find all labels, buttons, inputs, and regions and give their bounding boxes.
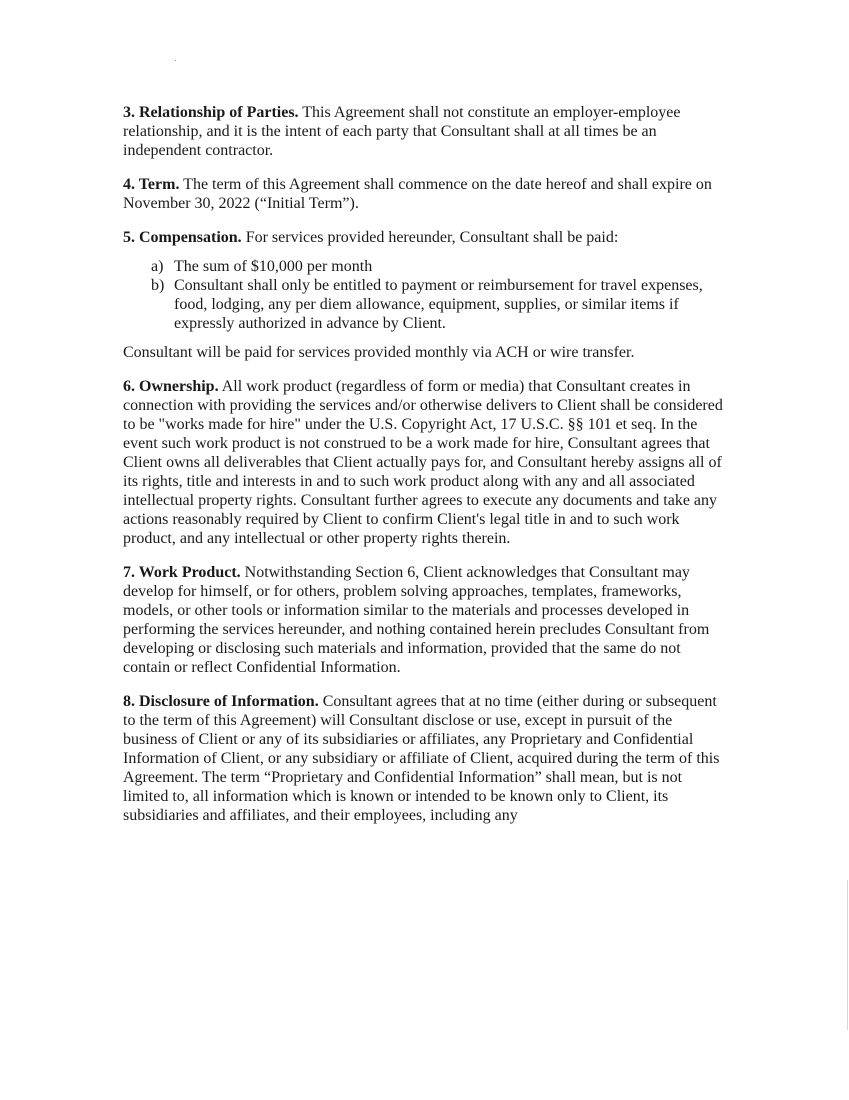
scan-speck <box>175 60 176 61</box>
compensation-item-a <box>151 257 723 276</box>
compensation-item-a-text: The sum of $10,000 per month <box>174 258 373 275</box>
section-7-work-product <box>123 563 723 677</box>
section-7-heading: 7. Work Product. <box>123 564 241 581</box>
compensation-list <box>123 257 723 333</box>
section-8-disclosure-of-information <box>123 692 723 825</box>
section-7-text: Notwithstanding Section 6, Client acknowledges that Consultant may develop for himself, or for others, problem solving approaches, templates, frameworks, models, or other tools or information similar to the materials and processes developed in performing the services hereunder, and nothing contained herein precludes Consultant from developing or disclosing such materials and information, provided that the same do not contain or reflect Confidential Information. <box>123 564 710 676</box>
list-marker-a: a) <box>151 258 164 275</box>
section-4-text: The term of this Agreement shall commence on the date hereof and shall expire on November 30, 2022 (“Initial Term”). <box>123 176 712 212</box>
section-4-heading: 4. Term. <box>123 176 180 193</box>
section-5-compensation <box>123 228 723 247</box>
section-6-text: All work product (regardless of form or media) that Consultant creates in connection with providing the services and/or otherwise delivers to Client shall be considered to be "works made for hire" under the U.S. Copyright Act, 17 U.S.C. §§ 101 et seq. In the event such work product is not construed to be a work made for hire, Consultant agrees that Client owns all deliverables that Client actually pays for, and Consultant hereby assigns all of its rights, title and interests in and to such work product along with any and all associated intellectual property rights. Consultant further agrees to execute any documents and take any actions reasonably required by Client to confirm Client's legal title in and to such work product, and any intellectual or other property rights therein. <box>123 378 723 547</box>
section-5-heading: 5. Compensation. <box>123 229 242 246</box>
section-6-heading: 6. Ownership. <box>123 378 219 395</box>
compensation-item-b <box>151 276 723 333</box>
section-3-relationship-of-parties <box>123 103 723 160</box>
scan-edge-line <box>847 880 848 1030</box>
payment-note: Consultant will be paid for services provided monthly via ACH or wire transfer. <box>123 344 635 361</box>
section-8-heading: 8. Disclosure of Information. <box>123 693 319 710</box>
section-5-text: For services provided hereunder, Consultant shall be paid: <box>241 229 619 246</box>
section-3-heading: 3. Relationship of Parties. <box>123 104 299 121</box>
list-marker-b: b) <box>151 277 165 294</box>
section-6-ownership <box>123 377 723 548</box>
section-8-text: Consultant agrees that at no time (either during or subsequent to the term of this Agreement) will Consultant disclose or use, except in pursuit of the business of Client or any of its subsidiaries or affiliates, any Proprietary and Confidential Information of Client, or any subsidiary or affiliate of Client, acquired during the term of this Agreement. The term “Proprietary and Confidential Information” shall mean, but is not limited to, all information which is known or intended to be known only to Client, its subsidiaries and affiliates, and their employees, including any <box>123 693 720 824</box>
document-body <box>123 103 723 840</box>
section-4-term <box>123 175 723 213</box>
compensation-item-b-text: Consultant shall only be entitled to payment or reimbursement for travel expenses, food, lodging, any per diem allowance, equipment, supplies, or similar items if expressly authorized in advance by Client. <box>174 277 703 332</box>
section-3-text: This Agreement shall not constitute an employer-employee relationship, and it is the intent of each party that Consultant shall at all times be an independent contractor. <box>123 104 681 159</box>
